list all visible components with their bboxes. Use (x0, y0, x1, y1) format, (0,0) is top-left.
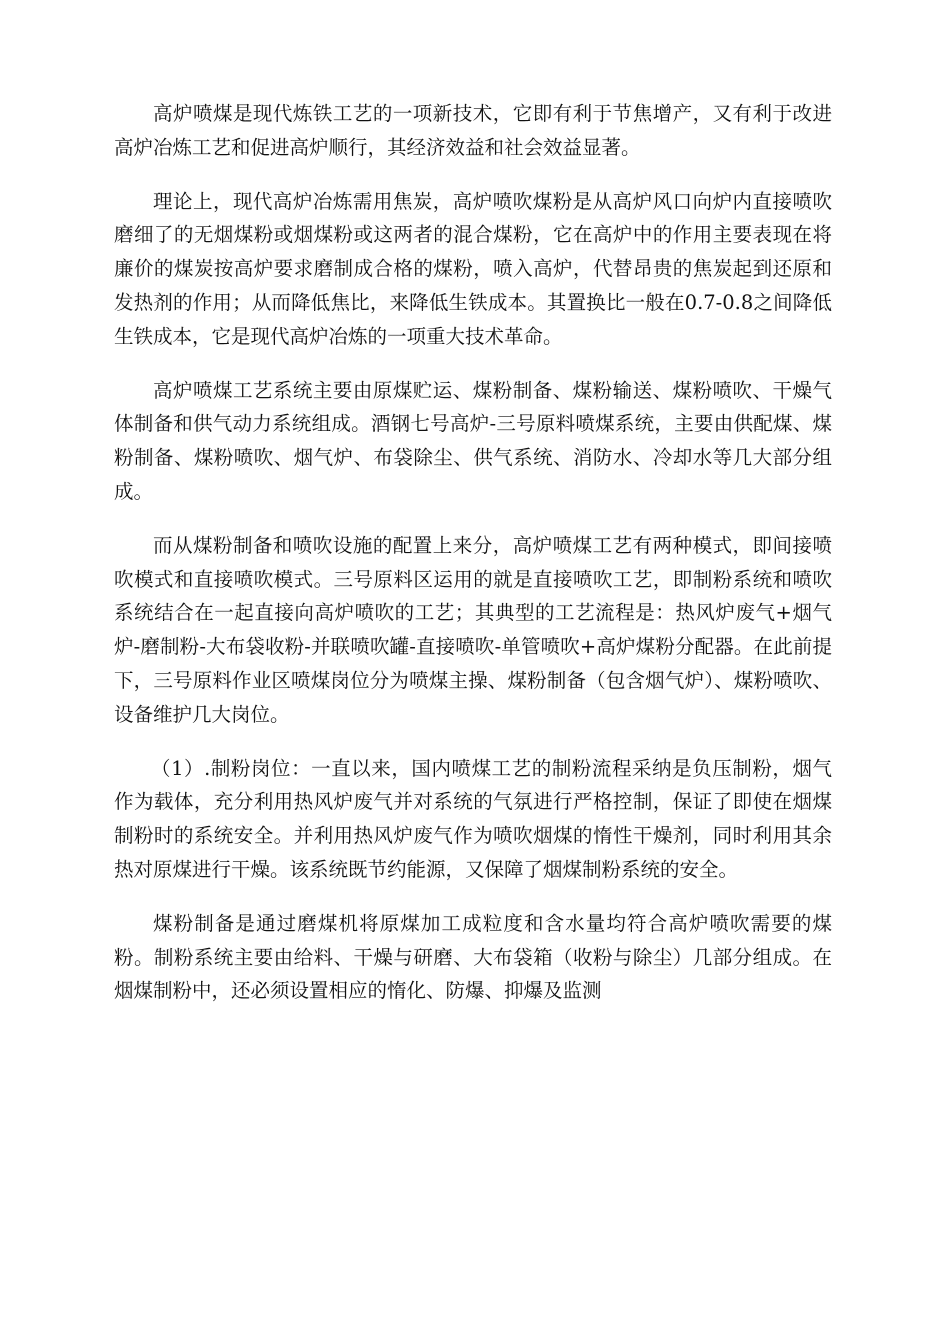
paragraph-milling-post: （1）.制粉岗位：一直以来，国内喷煤工艺的制粉流程采纳是负压制粉，烟气作为载体，充分利用热风炉废气并对系统的气氛进行严格控制，保证了即使在烟煤制粉时的系统安全。并利用热风炉废气作为喷吹烟煤的惰性干燥剂，同时利用其余热对原煤进行干燥。该系统既节约能源，又保障了烟煤制粉系统的安全。 (114, 756, 832, 881)
document-body (114, 97, 832, 1028)
paragraph-modes: 而从煤粉制备和喷吹设施的配置上来分，高炉喷煤工艺有两种模式，即间接喷吹模式和直接喷吹模式。三号原料区运用的就是直接喷吹工艺，即制粉系统和喷吹系统结合在一起直接向高炉喷吹的工艺；其典型的工艺流程是：热风炉废气+烟气炉-磨制粉-大布袋收粉-并联喷吹罐-直接喷吹-单管喷吹+高炉煤粉分配器。在此前提下，三号原料作业区喷煤岗位分为喷煤主操、煤粉制备（包含烟气炉）、煤粉喷吹、设备维护几大岗位。 (114, 533, 832, 726)
paragraph-intro: 高炉喷煤是现代炼铁工艺的一项新技术，它即有利于节焦增产，又有利于改进高炉冶炼工艺和促进高炉顺行，其经济效益和社会效益显著。 (114, 102, 832, 159)
paragraph-system: 高炉喷煤工艺系统主要由原煤贮运、煤粉制备、煤粉输送、煤粉喷吹、干燥气体制备和供气动力系统组成。酒钢七号高炉-三号原料喷煤系统，主要由供配煤、煤粉制备、煤粉喷吹、烟气炉、布袋除尘、供气系统、消防水、冷却水等几大部分组成。 (114, 378, 832, 503)
paragraph-theory: 理论上，现代高炉冶炼需用焦炭，高炉喷吹煤粉是从高炉风口向炉内直接喷吹磨细了的无烟煤粉或烟煤粉或这两者的混合煤粉，它在高炉中的作用主要表现在将廉价的煤炭按高炉要求磨制成合格的煤粉，喷入高炉，代替昂贵的焦炭起到还原和发热剂的作用；从而降低焦比，来降低生铁成本。其置换比一般在0.7-0.8之间降低生铁成本，它是现代高炉冶炼的一项重大技术革命。 (114, 189, 832, 348)
paragraph-coal-preparation: 煤粉制备是通过磨煤机将原煤加工成粒度和含水量均符合高炉喷吹需要的煤粉。制粉系统主要由给料、干燥与研磨、大布袋箱（收粉与除尘）几部分组成。在烟煤制粉中，还必须设置相应的惰化、防爆、抑爆及监测 (114, 911, 832, 1003)
